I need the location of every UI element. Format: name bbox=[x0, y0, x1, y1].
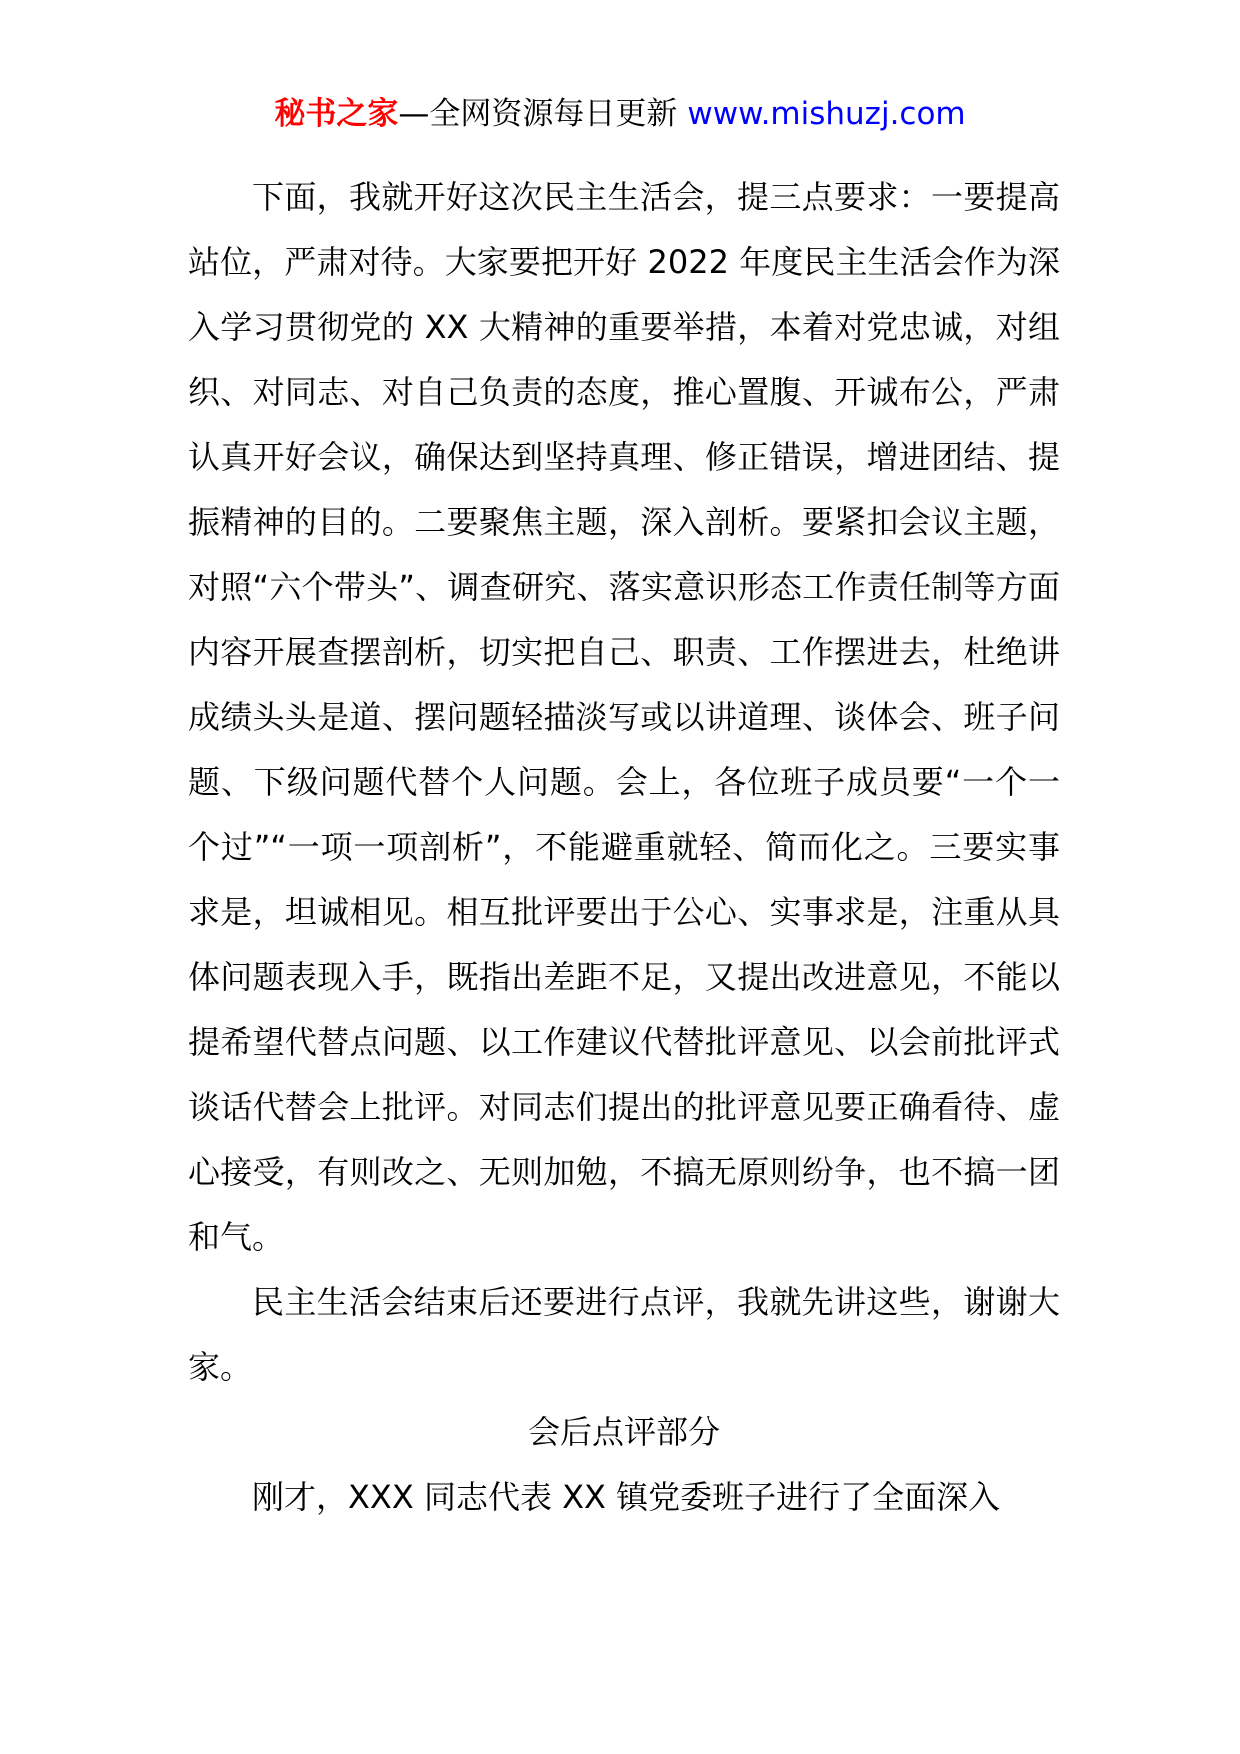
site-url-link[interactable]: www.mishuzj.com bbox=[687, 96, 966, 132]
section-heading: 会后点评部分 bbox=[527, 1413, 720, 1451]
review-paragraph: 刚才，XXX 同志代表 XX 镇党委班子进行了全面深入 bbox=[252, 1478, 1001, 1516]
brand-name: 秘书之家 bbox=[274, 96, 399, 132]
document-body bbox=[188, 165, 1060, 1530]
closing-remarks-paragraph: 民主生活会结束后还要进行点评，我就先讲这些，谢谢大家。 bbox=[188, 1283, 1060, 1386]
header-slogan: —全网资源每日更新 bbox=[398, 96, 678, 132]
requirements-paragraph: 下面，我就开好这次民主生活会，提三点要求：一要提高站位，严肃对待。大家要把开好 2022 年度民主生活会作为深入学习贯彻党的 XX 大精神的重要举措，本着对党忠诚，对组织、对同志、对自己负责的态度，推心置腹、开诚布公，严肃认真开好会议，确保达到坚持真理、修正错误，增进团结、提振精神的目的。二要聚焦主题，深入剖析。要紧扣会议主题，对照“六个带头”、调查研究、落实意识形态工作责任制等方面内容开展查摆剖析，切实把自己、职责、工作摆进去，杜绝讲成绩头头是道、摆问题轻描淡写或以讲道理、谈体会、班子问题、下级问题代替个人问题。会上，各位班子成员要“一个一个过”“一项一项剖析”，不能避重就轻、简而化之。三要实事求是，坦诚相见。相互批评要出于公心、实事求是，注重从具体问题表现入手，既指出差距不足，又提出改进意见，不能以提希望代替点问题、以工作建议代替批评意见、以会前批评式谈话代替会上批评。对同志们提出的批评意见要正确看待、虚心接受，有则改之、无则加勉，不搞无原则纷争，也不搞一团和气。 bbox=[188, 178, 1060, 1256]
page-header bbox=[0, 94, 1240, 134]
